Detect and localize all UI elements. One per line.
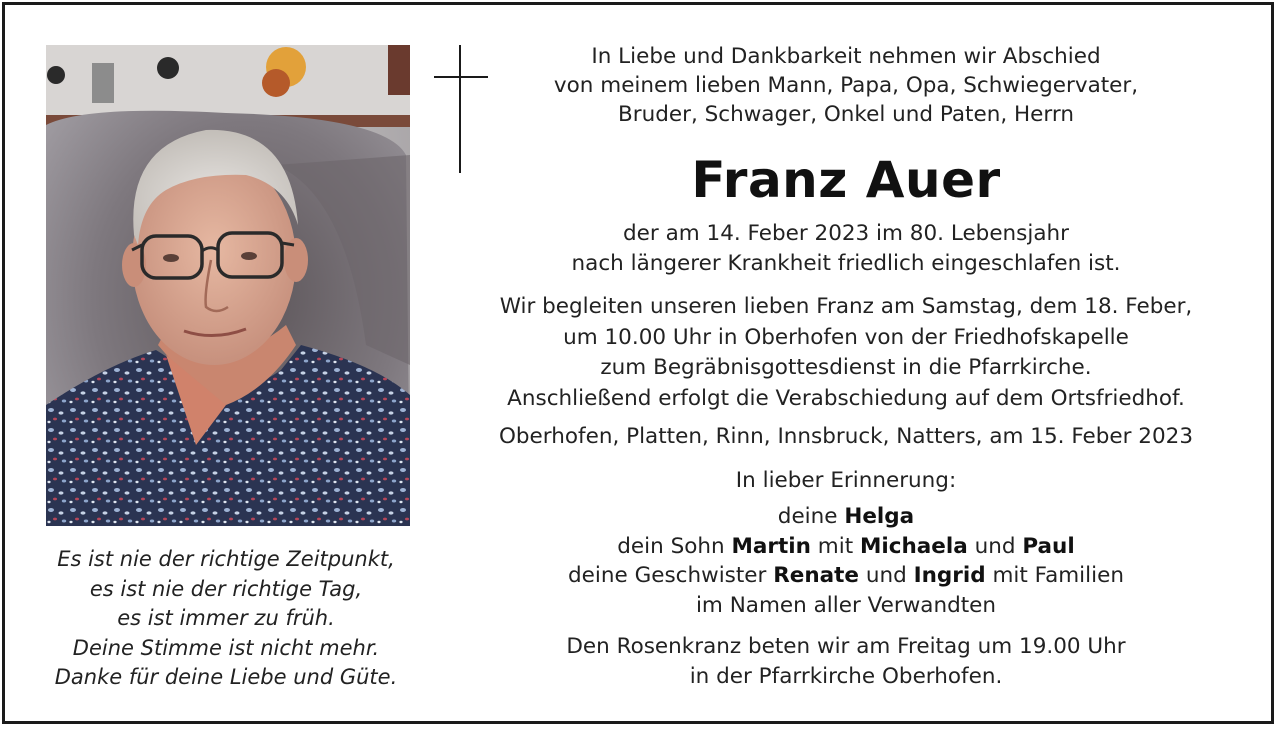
rosary-info <box>470 632 1222 691</box>
funeral-info-line: Wir begleiten unseren lieben Franz am Samstag, dem 18. Feber, <box>499 294 1193 319</box>
family-name-partner: Michaela <box>859 533 968 559</box>
portrait-photo <box>46 45 410 526</box>
family-name-sibling: Ingrid <box>913 563 986 588</box>
rosary-line: Den Rosenkranz beten wir am Freitag um 19.00 Uhr <box>566 634 1126 659</box>
funeral-info-line: Anschließend erfolgt die Verabschiedung auf dem Ortsfriedhof. <box>507 385 1185 411</box>
family-line-siblings <box>470 561 1222 591</box>
deceased-name: Franz Auer <box>691 151 1001 209</box>
poem-line: Es ist nie der richtige Zeitpunkt, <box>57 547 395 571</box>
family-line-relatives: im Namen aller Verwandten <box>695 592 997 618</box>
family-text: deine Geschwister <box>568 563 774 588</box>
death-info <box>470 219 1222 279</box>
place-date: Oberhofen, Platten, Rinn, Innsbruck, Natters, am 15. Feber 2023 <box>498 424 1194 449</box>
memory-heading: In lieber Erinnerung: <box>735 468 957 493</box>
family-text: deine <box>777 504 845 529</box>
poem-line: es ist nie der richtige Tag, <box>89 576 363 601</box>
family-name-grandchild: Paul <box>1022 533 1075 559</box>
memorial-poem <box>20 545 432 693</box>
family-text: mit <box>810 533 860 559</box>
poem-line: Deine Stimme ist nicht mehr. <box>72 635 380 660</box>
family-line-son <box>470 532 1222 562</box>
funeral-info-line: um 10.00 Uhr in Oberhofen von der Friedhofskapelle <box>563 324 1129 350</box>
family-text: mit Familien <box>985 563 1124 588</box>
family-line-wife <box>470 502 1222 532</box>
intro-text <box>470 42 1222 129</box>
funeral-info <box>470 292 1222 414</box>
poem-line: es ist immer zu früh. <box>117 606 335 630</box>
rosary-line: in der Pfarrkirche Oberhofen. <box>689 663 1003 689</box>
poem-line: Danke für deine Liebe und Güte. <box>54 665 398 689</box>
death-info-line: nach längerer Krankheit friedlich eingeschlafen ist. <box>571 251 1121 276</box>
family-text: dein Sohn <box>617 533 732 559</box>
intro-line: von meinem lieben Mann, Papa, Opa, Schwiegervater, <box>553 73 1139 98</box>
cross-icon <box>459 45 461 173</box>
funeral-info-line: zum Begräbnisgottesdienst in die Pfarrkirche. <box>600 355 1092 380</box>
family-list <box>470 502 1222 620</box>
death-info-line: der am 14. Feber 2023 im 80. Lebensjahr <box>623 221 1069 246</box>
family-name-son: Martin <box>731 533 811 559</box>
intro-line: In Liebe und Dankbarkeit nehmen wir Abschied <box>591 44 1101 69</box>
family-name-wife: Helga <box>844 504 915 529</box>
family-name-sibling: Renate <box>773 563 860 588</box>
family-text: und <box>967 533 1023 559</box>
family-text: und <box>859 563 914 588</box>
intro-line: Bruder, Schwager, Onkel und Paten, Herrn <box>618 102 1074 127</box>
